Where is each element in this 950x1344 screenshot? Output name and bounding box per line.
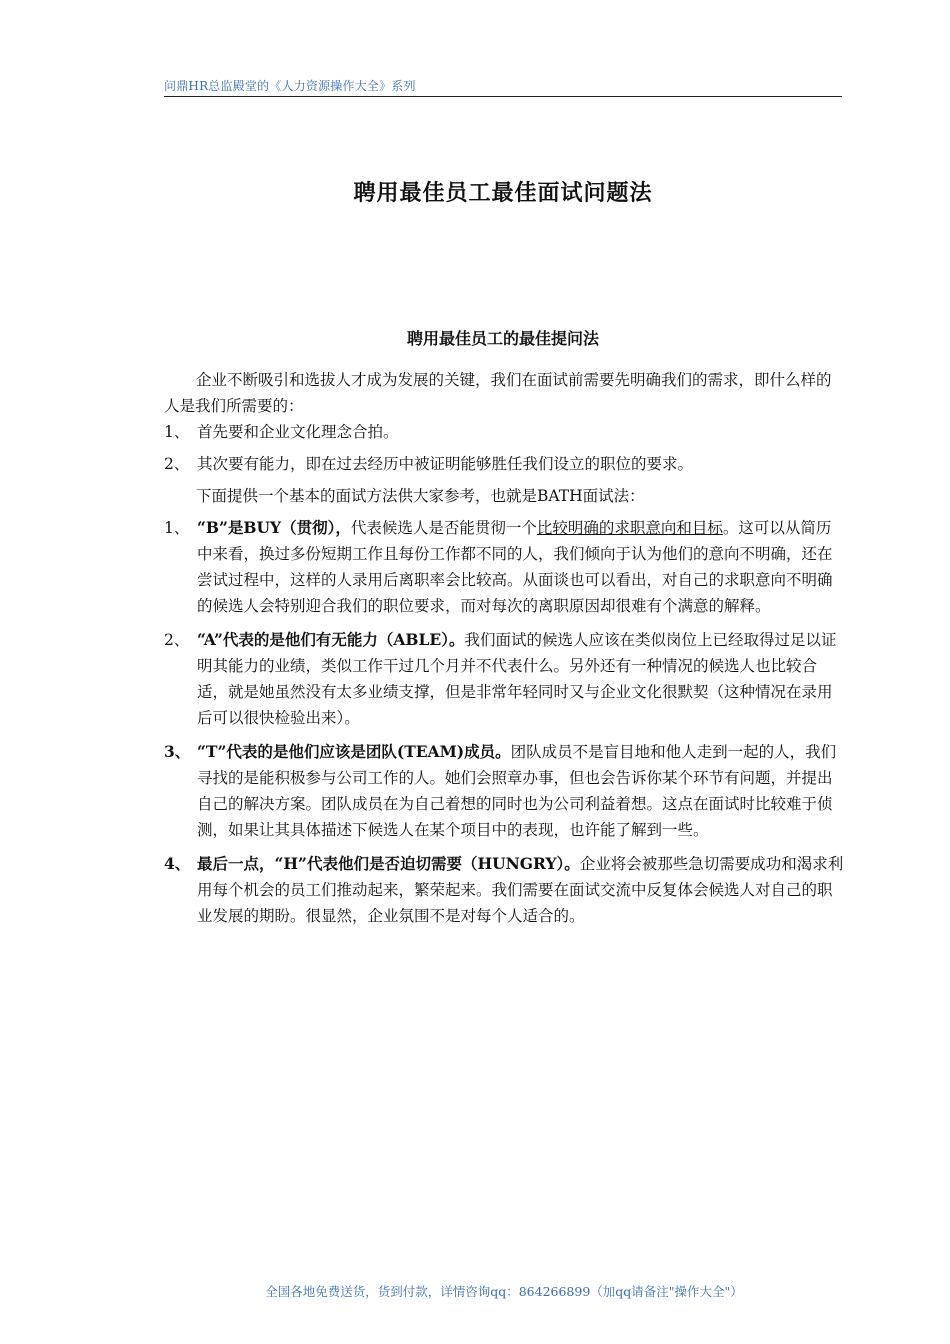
requirement-item-1	[164, 419, 844, 445]
bath-item-b	[164, 515, 844, 619]
requirement-item-2	[164, 451, 844, 477]
bath-item-text: 企业将会被那些急切需要成功和渴求利用每个机会的员工们推动起来，繁荣起来。我们需要在面试交流中反复体会候选人对自己的职业发展的期盼。很显然，企业氛围不是对每个人适合的。	[197, 855, 844, 925]
requirement-number: 1、	[164, 423, 190, 441]
bath-item-number: 3、	[164, 742, 191, 761]
page-header	[164, 76, 842, 97]
bath-item-text: 团队成员不是盲目地和他人走到一起的人，我们寻找的是能积极参与公司工作的人。她们会照章办事，但也会告诉你某个环节有问题，并提出自己的解决方案。团队成员在为自己着想的同时也为公司利益着想。这点在面试时比较难于侦测，如果让其具体描述下候选人在某个项目中的表现，也许能了解到一些。	[197, 743, 837, 839]
bath-item-t	[164, 739, 844, 843]
bath-item-number: 2、	[164, 631, 190, 649]
page-footer	[164, 1282, 844, 1300]
bath-item-underlined-text: 比较明确的求职意向和目标	[536, 519, 723, 537]
bath-item-a	[164, 627, 844, 731]
header-text: 问鼎HR总监殿堂的《人力资源操作大全》系列	[164, 79, 416, 93]
section-title: 聘用最佳员工的最佳提问法	[406, 329, 599, 348]
intro-paragraph: 企业不断吸引和选拔人才成为发展的关键，我们在面试前需要先明确我们的需求，即什么样的人是我们所需要的：	[164, 371, 832, 415]
bath-item-number: 1、	[164, 519, 190, 537]
bath-intro-paragraph: 下面提供一个基本的面试方法供大家参考，也就是BATH面试法：	[196, 487, 645, 505]
bath-item-number: 4、	[164, 854, 191, 873]
requirement-number: 2、	[164, 455, 190, 473]
bath-item-heading: 最后一点，“H”代表他们是否迫切需要（HUNGRY）。	[197, 854, 580, 873]
bath-item-heading: “A”代表的是他们有无能力（ABLE）。	[197, 630, 465, 649]
bath-item-text: 我们面试的候选人应该在类似岗位上已经取得过足以证明其能力的业绩，类似工作干过几个月并不代表什么。另外还有一种情况的候选人也比较合适，就是她虽然没有太多业绩支撑，但是非常年轻同时又与企业文化很默契（这种情况在录用后可以很快检验出来）。	[197, 631, 837, 727]
document-title: 聘用最佳员工最佳面试问题法	[353, 181, 653, 206]
footer-text: 全国各地免费送货，货到付款，详情咨询qq：864266899（加qq请备注"操作大全"）	[265, 1284, 743, 1299]
document-body	[164, 367, 844, 929]
bath-item-heading: “T”代表的是他们应该是团队(TEAM)成员。	[197, 742, 511, 761]
bath-item-heading: “B”是BUY（贯彻），	[197, 518, 351, 537]
requirement-text: 其次要有能力，即在过去经历中被证明能够胜任我们设立的职位的要求。	[197, 455, 694, 473]
bath-item-text: 代表候选人是否能贯彻一个	[350, 519, 537, 537]
bath-item-text-continued: 。这可以从简历中来看，换过多份短期工作且每份工作都不同的人，我们倾向于认为他们的意向不明确，还在尝试过程中，这样的人录用后离职率会比较高。从面谈也可以看出，对自己的求职意向不明确的候选人会特别迎合我们的职位要求，而对每次的离职原因却很难有个满意的解释。	[197, 519, 833, 615]
bath-item-h	[164, 851, 844, 929]
requirement-text: 首先要和企业文化理念合拍。	[197, 423, 399, 441]
